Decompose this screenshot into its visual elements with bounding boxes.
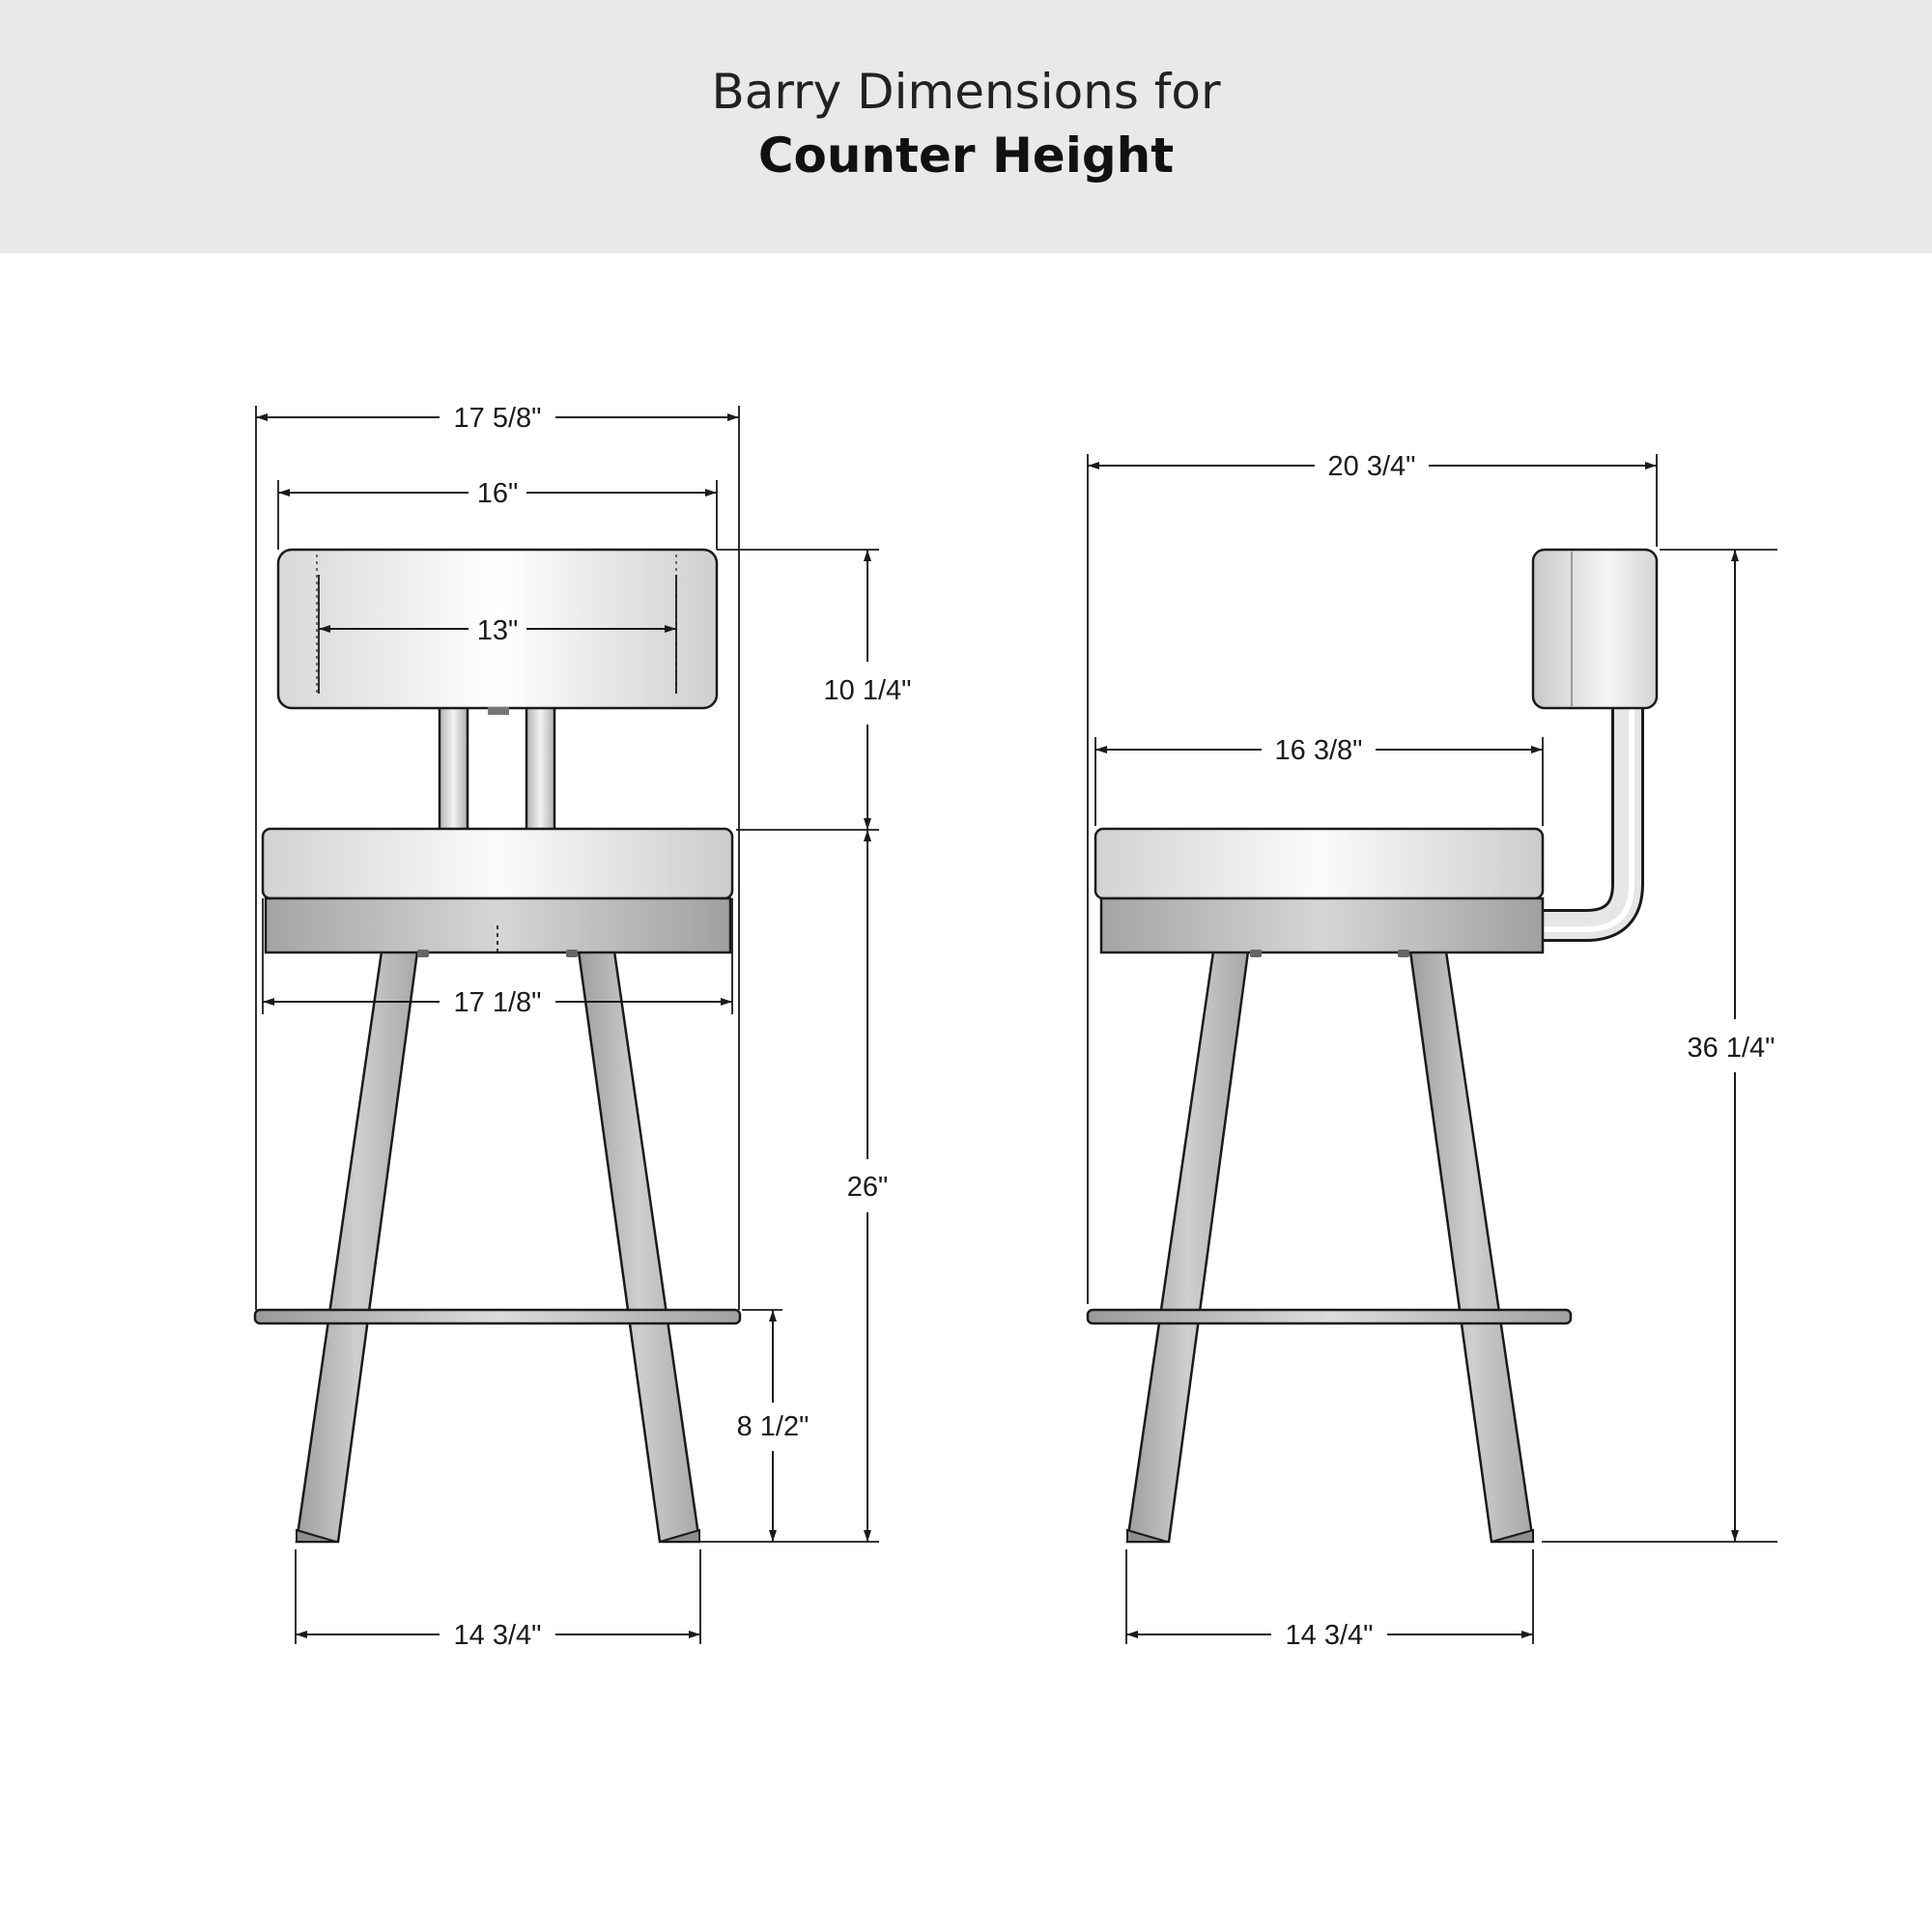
- dim-front-back-inner-width: 13": [476, 615, 519, 646]
- dim-overall-height: 36 1/4": [1687, 1033, 1776, 1064]
- side-view: [1088, 451, 1777, 1651]
- front-footrest: [255, 1310, 740, 1323]
- front-back-post-left: [440, 707, 468, 830]
- side-front-leg: [1127, 952, 1248, 1542]
- dim-front-base-width: 14 3/4": [453, 1620, 542, 1651]
- dim-footrest-height: 8 1/2": [736, 1411, 810, 1442]
- front-back-post-right: [526, 707, 554, 830]
- dim-side-overall-depth: 20 3/4": [1327, 451, 1416, 482]
- title-line-1: Barry Dimensions for: [711, 64, 1221, 120]
- side-seat: [1095, 829, 1543, 898]
- side-back-leg: [1410, 952, 1533, 1542]
- front-right-leg: [579, 952, 699, 1542]
- front-left-leg: [297, 952, 417, 1542]
- front-seat: [263, 829, 732, 898]
- dim-side-seat-depth: 16 3/8": [1274, 735, 1363, 766]
- dim-front-back-width: 16": [476, 478, 519, 509]
- side-seat-ring: [1101, 898, 1543, 952]
- title-line-2: Counter Height: [757, 128, 1175, 184]
- front-view: [255, 403, 911, 1651]
- dim-seat-width: 17 1/8": [453, 987, 542, 1018]
- dim-side-base-width: 14 3/4": [1285, 1620, 1374, 1651]
- dim-seat-height: 26": [846, 1172, 889, 1203]
- side-footrest: [1088, 1310, 1571, 1323]
- side-backrest: [1533, 550, 1657, 708]
- dim-back-height: 10 1/4": [823, 675, 912, 706]
- dim-front-overall-width: 17 5/8": [453, 403, 542, 434]
